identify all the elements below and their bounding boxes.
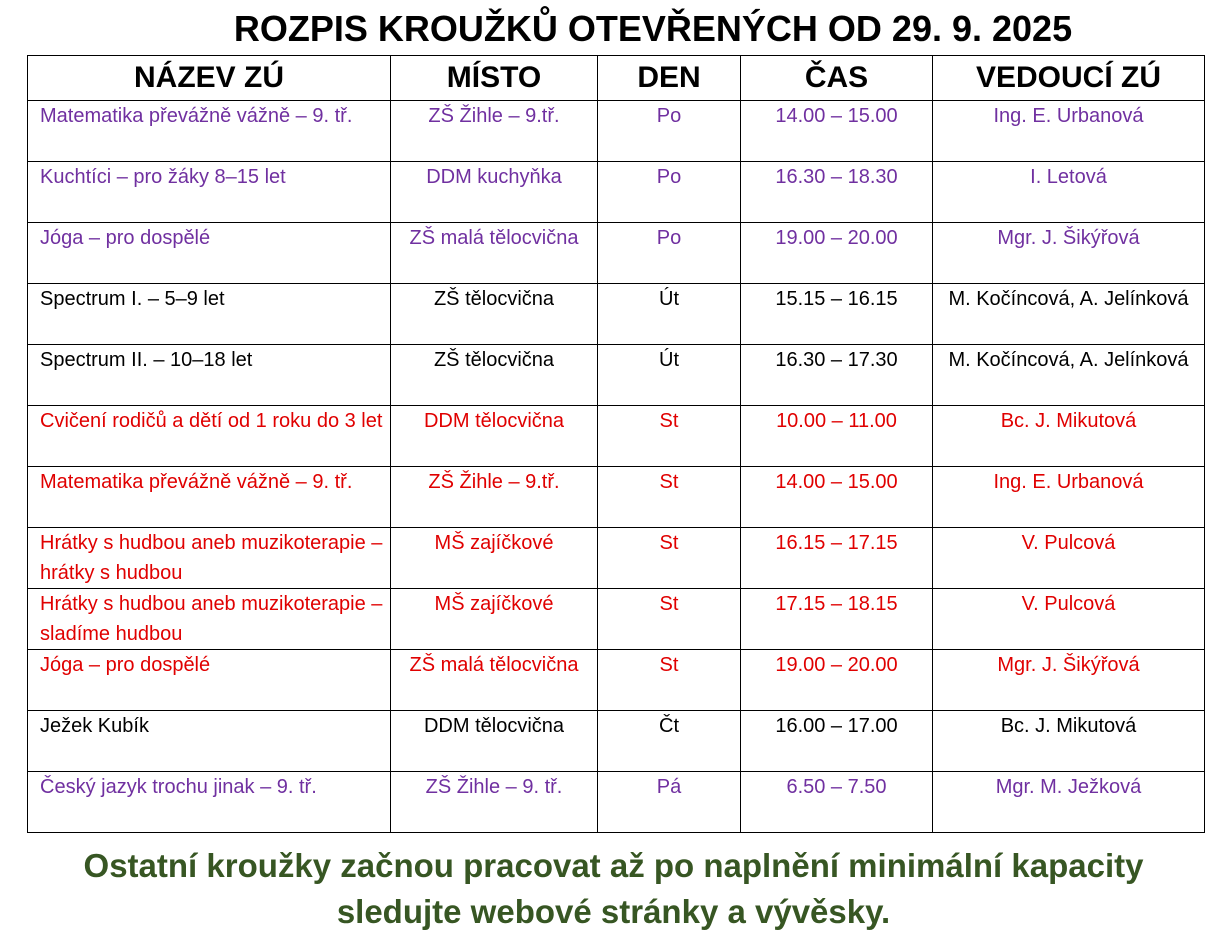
page-title: ROZPIS KROUŽKŮ OTEVŘENÝCH OD 29. 9. 2025 <box>233 8 1073 49</box>
table-row <box>28 223 1205 284</box>
table-row <box>28 467 1205 528</box>
cell-place: MŠ zajíčkové <box>391 528 598 589</box>
cell-time: 16.30 – 18.30 <box>741 162 933 223</box>
table-row <box>28 162 1205 223</box>
cell-leader: Ing. E. Urbanová <box>933 101 1205 162</box>
cell-place: ZŠ tělocvična <box>391 345 598 406</box>
cell-day: Po <box>598 162 741 223</box>
cell-time: 10.00 – 11.00 <box>741 406 933 467</box>
cell-name: Spectrum II. – 10–18 let <box>28 345 391 406</box>
table-row <box>28 345 1205 406</box>
footer-line-1: Ostatní kroužky začnou pracovat až po naplnění minimální kapacity <box>83 847 1144 884</box>
cell-name: Ježek Kubík <box>28 711 391 772</box>
cell-day: Út <box>598 284 741 345</box>
cell-place: MŠ zajíčkové <box>391 589 598 650</box>
cell-leader: I. Letová <box>933 162 1205 223</box>
cell-leader: Bc. J. Mikutová <box>933 406 1205 467</box>
cell-leader: Mgr. J. Šikýřová <box>933 650 1205 711</box>
cell-place: ZŠ Žihle – 9.tř. <box>391 467 598 528</box>
cell-day: St <box>598 589 741 650</box>
cell-leader: Mgr. M. Ježková <box>933 772 1205 833</box>
cell-name: Hrátky s hudbou aneb muzikoterapie – sladíme hudbou <box>28 589 391 650</box>
cell-leader: M. Kočíncová, A. Jelínková <box>933 284 1205 345</box>
table-row <box>28 284 1205 345</box>
table-row <box>28 406 1205 467</box>
table-row <box>28 650 1205 711</box>
footer-note <box>0 843 1227 935</box>
table-row <box>28 589 1205 650</box>
cell-name: Spectrum I. – 5–9 let <box>28 284 391 345</box>
header-place: MÍSTO <box>391 56 598 101</box>
cell-time: 14.00 – 15.00 <box>741 467 933 528</box>
cell-day: Pá <box>598 772 741 833</box>
cell-place: ZŠ tělocvična <box>391 284 598 345</box>
cell-place: ZŠ Žihle – 9. tř. <box>391 772 598 833</box>
cell-day: St <box>598 528 741 589</box>
cell-name: Hrátky s hudbou aneb muzikoterapie – hrátky s hudbou <box>28 528 391 589</box>
cell-place: ZŠ malá tělocvična <box>391 650 598 711</box>
cell-day: Čt <box>598 711 741 772</box>
cell-time: 16.00 – 17.00 <box>741 711 933 772</box>
cell-place: DDM tělocvična <box>391 711 598 772</box>
cell-day: St <box>598 467 741 528</box>
cell-time: 14.00 – 15.00 <box>741 101 933 162</box>
cell-day: Po <box>598 101 741 162</box>
cell-leader: Bc. J. Mikutová <box>933 711 1205 772</box>
table-row <box>28 772 1205 833</box>
cell-leader: Mgr. J. Šikýřová <box>933 223 1205 284</box>
table-header-row <box>28 56 1205 101</box>
header-day: DEN <box>598 56 741 101</box>
cell-time: 15.15 – 16.15 <box>741 284 933 345</box>
cell-leader: M. Kočíncová, A. Jelínková <box>933 345 1205 406</box>
header-leader: VEDOUCÍ ZÚ <box>933 56 1205 101</box>
footer-line-2: sledujte webové stránky a vývěsky. <box>336 893 891 930</box>
cell-name: Matematika převážně vážně – 9. tř. <box>28 101 391 162</box>
cell-place: DDM kuchyňka <box>391 162 598 223</box>
cell-leader: V. Pulcová <box>933 528 1205 589</box>
cell-day: Út <box>598 345 741 406</box>
cell-place: ZŠ Žihle – 9.tř. <box>391 101 598 162</box>
cell-leader: Ing. E. Urbanová <box>933 467 1205 528</box>
cell-name: Matematika převážně vážně – 9. tř. <box>28 467 391 528</box>
cell-time: 19.00 – 20.00 <box>741 223 933 284</box>
cell-name: Český jazyk trochu jinak – 9. tř. <box>28 772 391 833</box>
cell-name: Cvičení rodičů a dětí od 1 roku do 3 let <box>28 406 391 467</box>
cell-time: 17.15 – 18.15 <box>741 589 933 650</box>
cell-place: DDM tělocvična <box>391 406 598 467</box>
cell-time: 16.30 – 17.30 <box>741 345 933 406</box>
cell-day: St <box>598 406 741 467</box>
cell-day: St <box>598 650 741 711</box>
table-row <box>28 101 1205 162</box>
schedule-table <box>27 55 1205 833</box>
cell-name: Jóga – pro dospělé <box>28 223 391 284</box>
cell-time: 19.00 – 20.00 <box>741 650 933 711</box>
header-name: NÁZEV ZÚ <box>28 56 391 101</box>
table-row <box>28 528 1205 589</box>
cell-time: 6.50 – 7.50 <box>741 772 933 833</box>
cell-name: Jóga – pro dospělé <box>28 650 391 711</box>
cell-place: ZŠ malá tělocvična <box>391 223 598 284</box>
table-row <box>28 711 1205 772</box>
header-time: ČAS <box>741 56 933 101</box>
cell-time: 16.15 – 17.15 <box>741 528 933 589</box>
cell-name: Kuchtíci – pro žáky 8–15 let <box>28 162 391 223</box>
cell-day: Po <box>598 223 741 284</box>
cell-leader: V. Pulcová <box>933 589 1205 650</box>
